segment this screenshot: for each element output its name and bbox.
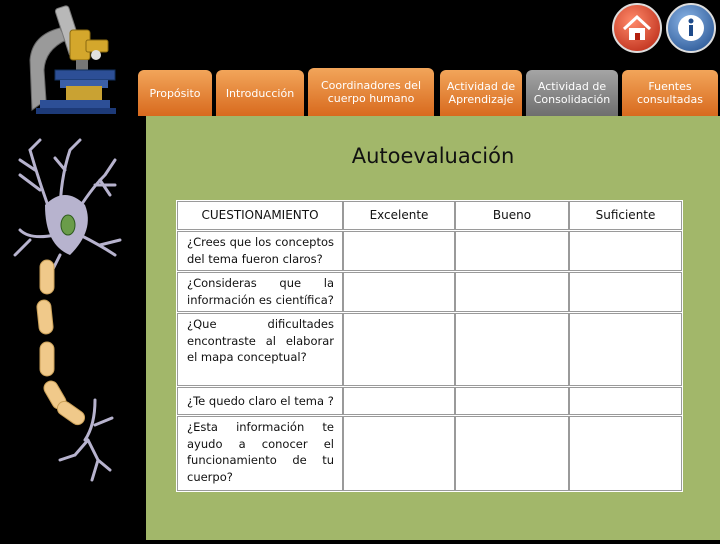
- tab-introduccion[interactable]: [216, 70, 304, 116]
- answer-bueno-cell[interactable]: [455, 313, 569, 386]
- home-button[interactable]: [612, 3, 662, 53]
- answer-suficiente-cell[interactable]: [569, 387, 682, 415]
- tab-actividad-aprendizaje[interactable]: [440, 70, 522, 116]
- answer-excelente-cell[interactable]: [343, 416, 455, 491]
- answer-excelente-cell[interactable]: [343, 272, 455, 312]
- answer-bueno-cell[interactable]: [455, 272, 569, 312]
- answer-bueno-cell[interactable]: [455, 416, 569, 491]
- answer-bueno-cell[interactable]: [455, 387, 569, 415]
- tab-actividad-consolidacion[interactable]: [526, 70, 618, 116]
- tab-coordinadores[interactable]: [308, 68, 434, 116]
- answer-excelente-cell[interactable]: [343, 313, 455, 386]
- info-button[interactable]: [666, 3, 716, 53]
- tab-label: Actividad de Consolidación: [533, 80, 611, 106]
- header-excelente: Excelente: [343, 201, 455, 230]
- tab-proposito[interactable]: [138, 70, 212, 116]
- home-icon: [614, 5, 660, 51]
- answer-suficiente-cell[interactable]: [569, 416, 682, 491]
- axon-icon: [36, 260, 87, 427]
- info-icon: [668, 5, 714, 51]
- tab-label: Actividad de Aprendizaje: [446, 80, 516, 106]
- sidebar-illustrations: [0, 0, 146, 540]
- left-sidebar: [0, 0, 146, 540]
- evaluation-table: [176, 200, 683, 492]
- tab-label: Coordinadores del cuerpo humano: [320, 79, 421, 105]
- header-bueno: Bueno: [455, 201, 569, 230]
- neuron-icon: [15, 140, 120, 480]
- question-cell: ¿Esta información te ayudo a conocer el funcionamiento de tu cuerpo?: [177, 416, 343, 491]
- answer-suficiente-cell[interactable]: [569, 313, 682, 386]
- tab-fuentes-consultadas[interactable]: [622, 70, 718, 116]
- microscope-icon: [30, 5, 116, 114]
- answer-bueno-cell[interactable]: [455, 231, 569, 271]
- header-suficiente: Suficiente: [569, 201, 682, 230]
- answer-excelente-cell[interactable]: [343, 231, 455, 271]
- header-cuestionamiento: CUESTIONAMIENTO: [177, 201, 343, 230]
- question-cell: ¿Crees que los conceptos del tema fueron claros?: [177, 231, 343, 271]
- question-cell: ¿Que dificultades encontraste al elaborar el mapa conceptual?: [177, 313, 343, 386]
- answer-suficiente-cell[interactable]: [569, 272, 682, 312]
- question-cell: ¿Consideras que la información es científica?: [177, 272, 343, 312]
- page-title: Autoevaluación: [351, 144, 515, 168]
- question-cell: ¿Te quedo claro el tema ?: [177, 387, 343, 415]
- tab-label: Fuentes consultadas: [636, 80, 704, 106]
- tab-label: Introducción: [225, 86, 295, 100]
- answer-suficiente-cell[interactable]: [569, 231, 682, 271]
- answer-excelente-cell[interactable]: [343, 387, 455, 415]
- tab-label: Propósito: [149, 86, 201, 100]
